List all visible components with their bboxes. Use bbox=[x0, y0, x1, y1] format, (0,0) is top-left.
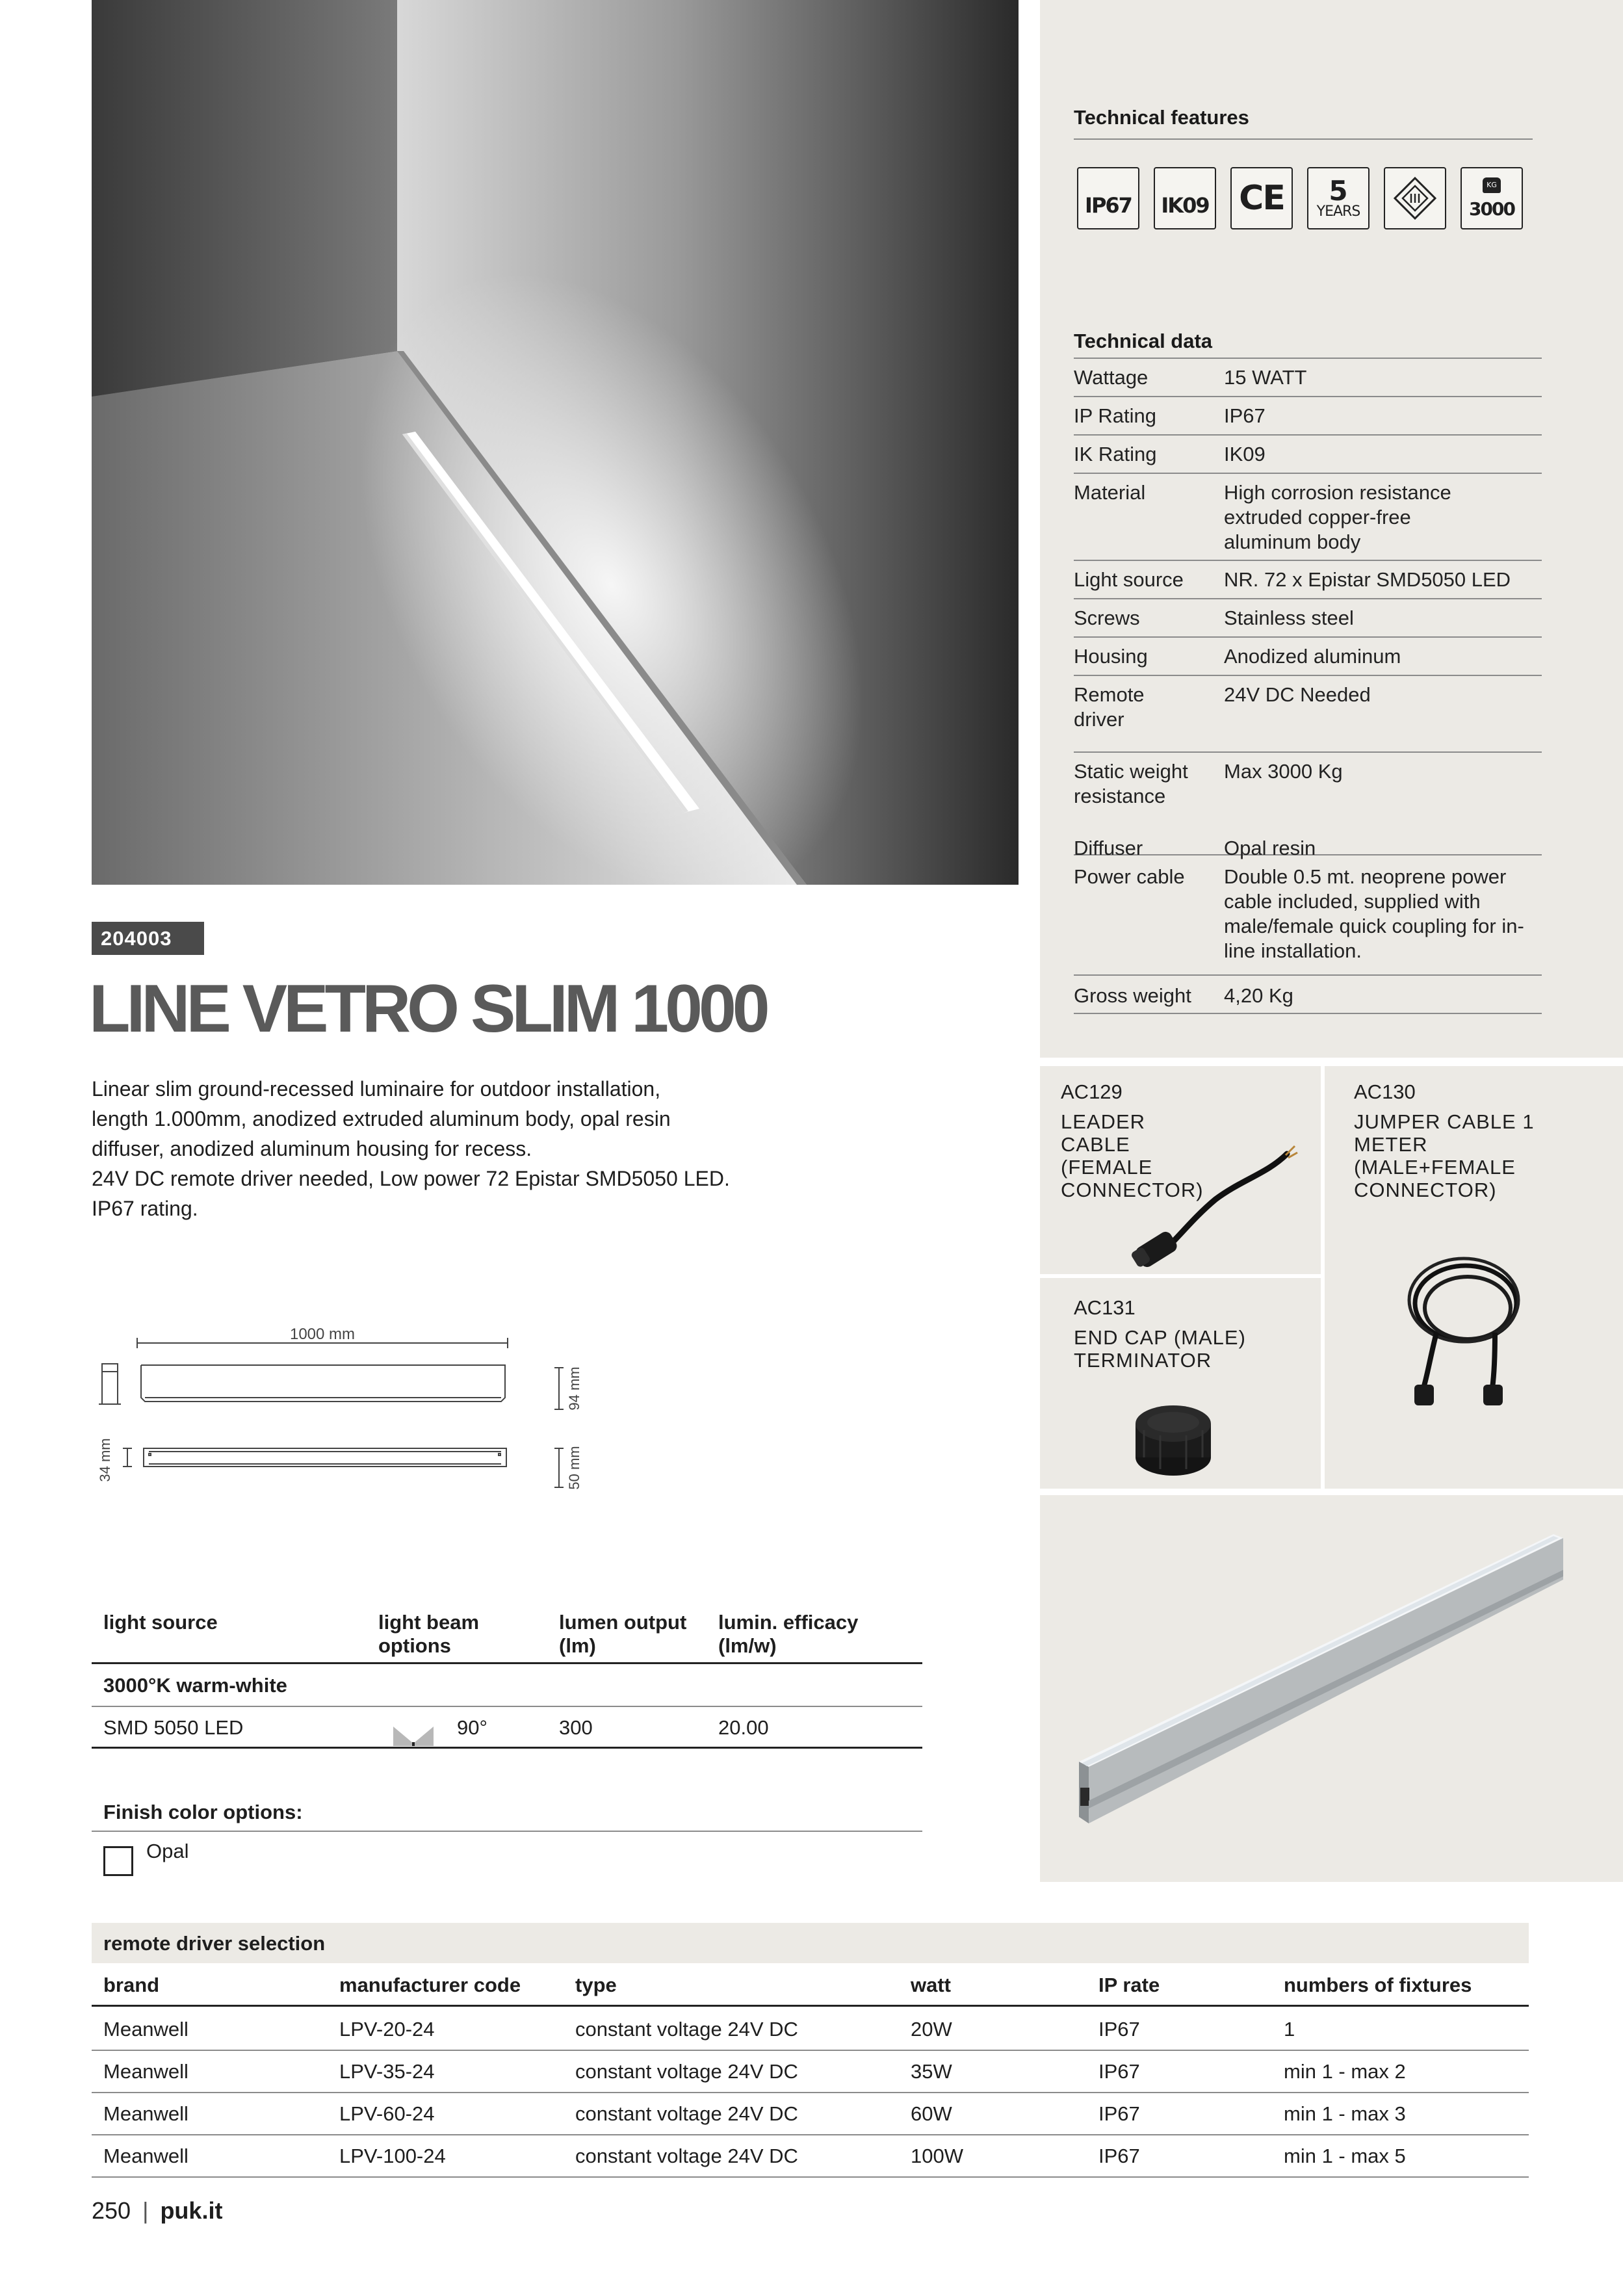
light-table-header bbox=[92, 1611, 922, 1664]
product-description bbox=[92, 1074, 839, 1223]
tech-row-power-cable: Power cable Double 0.5 mt. neoprene power cable included, supplied with male/female quick coupling for in-line installation. bbox=[1074, 855, 1542, 976]
tech-row-housing: Housing Anodized aluminum bbox=[1074, 638, 1542, 676]
warranty-badge: 5 YEARS bbox=[1307, 167, 1370, 229]
description-line: Linear slim ground-recessed luminaire for outdoor installation, bbox=[92, 1077, 661, 1101]
end-cap-icon bbox=[1131, 1398, 1215, 1482]
tech-row-light-source: Light source NR. 72 x Epistar SMD5050 LED bbox=[1074, 561, 1542, 599]
beam-angle-icon bbox=[393, 1725, 434, 1746]
description-line: diffuser, anodized aluminum housing for recess. bbox=[92, 1137, 532, 1160]
footer-separator: | bbox=[142, 2197, 149, 2224]
accessory-code: AC131 bbox=[1074, 1296, 1136, 1319]
hero-photo bbox=[92, 0, 1019, 885]
table-row: Meanwell LPV-60-24 constant voltage 24V DC 60W IP67 min 1 - max 3 bbox=[92, 2093, 1529, 2135]
column-header: lumin. efficacy (lm/w) bbox=[718, 1611, 859, 1657]
page-number: 250 bbox=[92, 2197, 131, 2224]
tech-row-ik-rating: IK Rating IK09 bbox=[1074, 436, 1542, 474]
column-header: numbers of fixtures bbox=[1284, 1974, 1472, 1996]
product-render bbox=[1040, 1495, 1623, 1882]
ip67-badge: IP67 bbox=[1077, 167, 1139, 229]
tech-row-wattage: Wattage 15 WATT bbox=[1074, 359, 1542, 397]
accessory-name: LEADER CABLE (FEMALE CONNECTOR) bbox=[1061, 1110, 1204, 1201]
tech-row-static-weight: Static weight resistance Max 3000 Kg bbox=[1074, 753, 1542, 855]
product-code-badge: 204003 bbox=[92, 922, 204, 955]
height-dimension-label: 50 mm bbox=[566, 1446, 582, 1490]
luminaire-render-icon bbox=[1040, 1495, 1623, 1882]
column-header: light beam options bbox=[378, 1611, 480, 1657]
class-iii-icon bbox=[1392, 176, 1438, 221]
ik09-badge: IK09 bbox=[1154, 167, 1216, 229]
column-header: brand bbox=[103, 1974, 160, 1996]
column-header: lumen output (lm) bbox=[559, 1611, 687, 1657]
tech-row-screws: Screws Stainless steel bbox=[1074, 599, 1542, 638]
leader-cable-icon bbox=[1124, 1134, 1300, 1271]
divider bbox=[92, 1831, 922, 1832]
technical-features-title: Technical features bbox=[1074, 106, 1249, 129]
accessory-code: AC130 bbox=[1354, 1080, 1416, 1103]
technical-drawing bbox=[92, 1300, 612, 1508]
table-row: Meanwell LPV-35-24 constant voltage 24V DC 35W IP67 min 1 - max 2 bbox=[92, 2051, 1529, 2093]
table-row: Meanwell LPV-20-24 constant voltage 24V DC 20W IP67 1 bbox=[92, 2009, 1529, 2051]
jumper-cable-icon bbox=[1397, 1248, 1534, 1411]
column-header: watt bbox=[911, 1974, 951, 1996]
product-title: LINE VETRO SLIM 1000 bbox=[89, 971, 766, 1047]
column-header: IP rate bbox=[1098, 1974, 1160, 1996]
divider bbox=[1074, 138, 1533, 140]
weight-icon: KG bbox=[1483, 177, 1501, 193]
light-table-subheader: 3000°K warm-white bbox=[92, 1666, 922, 1707]
accessory-name: END CAP (MALE) TERMINATOR bbox=[1074, 1326, 1246, 1372]
table-row: SMD 5050 LED 90° 300 20.00 bbox=[92, 1708, 922, 1749]
length-dimension-label: 1000 mm bbox=[289, 1325, 356, 1343]
finish-options-title: Finish color options: bbox=[103, 1801, 303, 1823]
class-iii-badge bbox=[1384, 167, 1446, 229]
tech-row-ip-rating: IP Rating IP67 bbox=[1074, 397, 1542, 436]
tech-row-material: Material High corrosion resistance extruded copper-free aluminum body bbox=[1074, 474, 1542, 561]
description-line: IP67 rating. bbox=[92, 1197, 198, 1220]
column-header: type bbox=[575, 1974, 617, 1996]
height-dimension-label: 94 mm bbox=[566, 1366, 582, 1411]
description-line: length 1.000mm, anodized extruded aluminum body, opal resin bbox=[92, 1107, 671, 1130]
accessory-code: AC129 bbox=[1061, 1080, 1123, 1103]
width-dimension-label: 34 mm bbox=[97, 1438, 113, 1482]
ce-mark-badge: CE bbox=[1230, 167, 1293, 229]
column-header: light source bbox=[103, 1611, 218, 1634]
accessory-name: JUMPER CABLE 1 METER (MALE+FEMALE CONNECTOR) bbox=[1354, 1110, 1535, 1201]
tech-row-remote-driver: Remote driver 24V DC Needed bbox=[1074, 676, 1542, 753]
technical-data-title: Technical data bbox=[1074, 330, 1213, 352]
finish-swatch-opal bbox=[103, 1846, 133, 1876]
tech-row-diffuser: Diffuser Opal resin bbox=[1074, 837, 1316, 859]
footer-site-link[interactable]: puk.it bbox=[160, 2197, 223, 2224]
tech-row-gross-weight: Gross weight 4,20 Kg bbox=[1074, 976, 1542, 1014]
table-row: Meanwell LPV-100-24 constant voltage 24V DC 100W IP67 min 1 - max 5 bbox=[92, 2135, 1529, 2178]
feature-badges bbox=[1077, 167, 1523, 229]
page-footer bbox=[92, 2197, 222, 2224]
description-line: 24V DC remote driver needed, Low power 72 Epistar SMD5050 LED. bbox=[92, 1167, 730, 1190]
driver-table-header bbox=[92, 1964, 1529, 2007]
column-header: manufacturer code bbox=[339, 1974, 521, 1996]
weight-resistance-badge: KG 3000 bbox=[1461, 167, 1523, 229]
finish-option-label: Opal bbox=[146, 1840, 189, 1862]
driver-table-title: remote driver selection bbox=[103, 1932, 326, 1955]
